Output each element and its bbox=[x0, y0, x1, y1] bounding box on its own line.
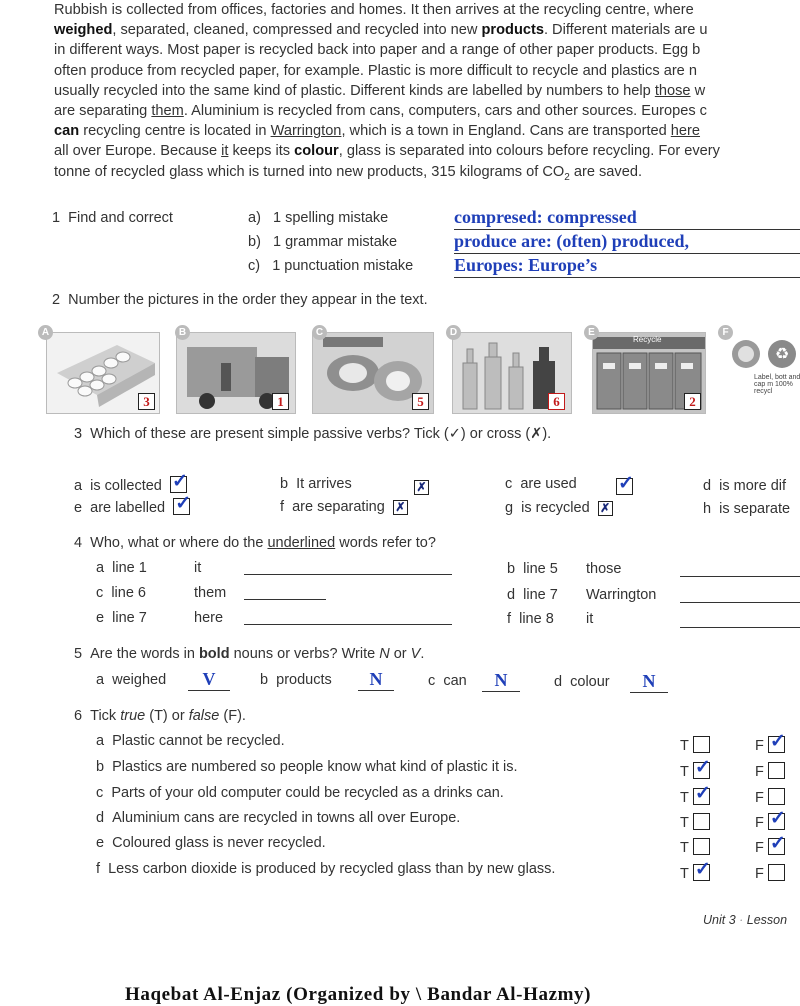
q5-prompt: or bbox=[389, 646, 411, 662]
item-letter: c) bbox=[248, 258, 261, 274]
tf-letter: F bbox=[755, 815, 764, 831]
item-line: line 1 bbox=[112, 560, 147, 576]
q1-answer-a[interactable] bbox=[454, 207, 800, 230]
tf-letter: F bbox=[755, 866, 764, 882]
q4-word-b: those bbox=[586, 561, 622, 577]
q3-heading bbox=[74, 426, 551, 442]
picture-c-number-box[interactable]: 5 bbox=[412, 393, 429, 410]
q4-answer-line-b[interactable] bbox=[680, 576, 800, 577]
para-text: keeps its bbox=[228, 143, 295, 160]
item-word: weighed bbox=[112, 672, 167, 688]
q4-answer-line-f[interactable] bbox=[680, 627, 800, 628]
q6-prompt-true: true bbox=[120, 708, 146, 724]
q1-number: 1 bbox=[52, 210, 61, 226]
item-line: line 8 bbox=[519, 611, 554, 627]
q5-item-c bbox=[428, 673, 467, 689]
tf-letter: F bbox=[755, 764, 764, 780]
item-letter: a) bbox=[248, 210, 261, 226]
item-letter: b) bbox=[248, 234, 261, 250]
picture-b-number-box[interactable]: 1 bbox=[272, 393, 289, 410]
tick-box[interactable] bbox=[768, 731, 786, 753]
q4-item-e bbox=[96, 610, 147, 626]
item-text: are used bbox=[520, 476, 577, 492]
item-text: 1 spelling mistake bbox=[273, 210, 389, 226]
picture-label-c: C bbox=[312, 325, 327, 340]
q6-false-box-c[interactable] bbox=[755, 788, 785, 806]
q6-prompt: (T) or bbox=[145, 708, 189, 724]
q4-word-c: them bbox=[194, 585, 227, 601]
cross-icon[interactable]: ✗ bbox=[598, 501, 613, 516]
q3-item-f bbox=[280, 499, 408, 515]
q6-true-box-f[interactable] bbox=[680, 859, 711, 882]
item-text: are separating bbox=[292, 499, 385, 515]
bold-word-weighed: weighed bbox=[54, 22, 113, 39]
item-letter: a bbox=[74, 478, 83, 494]
tick-box[interactable] bbox=[768, 808, 786, 830]
item-letter: a bbox=[96, 733, 105, 749]
q4-prompt: words refer to? bbox=[335, 535, 436, 551]
para-text: all over Europe. Because bbox=[54, 143, 222, 160]
tf-letter: T bbox=[680, 738, 689, 754]
q6-prompt: (F). bbox=[219, 708, 246, 724]
q3-item-b bbox=[280, 476, 352, 492]
check-icon: ✓ bbox=[171, 471, 188, 492]
q5-prompt: Are the words in bbox=[90, 646, 199, 662]
para-text: tonne of recycled glass which is turned into new products, 315 kilograms of CO bbox=[54, 163, 565, 180]
item-letter: d bbox=[554, 674, 563, 690]
item-letter: f bbox=[280, 499, 285, 515]
tick-box[interactable] bbox=[693, 813, 710, 830]
cross-icon: ✗ bbox=[414, 480, 429, 495]
tf-letter: F bbox=[755, 790, 764, 806]
unit-lesson-label bbox=[703, 913, 787, 927]
q6-item-d bbox=[96, 810, 460, 826]
check-icon: ✓ bbox=[769, 731, 786, 752]
tick-box[interactable] bbox=[693, 736, 710, 753]
q1-item-a bbox=[248, 210, 388, 226]
tick-box[interactable] bbox=[616, 473, 634, 495]
para-text: , separated, cleaned, compressed and recycled into new bbox=[112, 22, 482, 39]
item-text: It arrives bbox=[296, 476, 352, 492]
para-text: . Different materials are u bbox=[543, 22, 708, 39]
tf-letter: F bbox=[755, 738, 764, 754]
q3-item-h bbox=[703, 501, 790, 517]
q5-number: 5 bbox=[74, 646, 83, 662]
picture-e-number-box[interactable]: 2 bbox=[684, 393, 701, 410]
item-letter: d bbox=[96, 810, 105, 826]
underlined-word-them: them bbox=[151, 103, 184, 120]
q6-false-box-d[interactable] bbox=[755, 808, 786, 831]
q6-false-box-f[interactable] bbox=[755, 864, 785, 882]
tick-box[interactable] bbox=[693, 783, 711, 805]
q2-number: 2 bbox=[52, 292, 61, 308]
q6-heading bbox=[74, 708, 246, 724]
item-text: is more dif bbox=[719, 478, 787, 494]
q6-false-box-b[interactable] bbox=[755, 762, 785, 780]
item-letter: e bbox=[74, 500, 83, 516]
item-text: is collected bbox=[90, 478, 162, 494]
q6-false-box-e[interactable] bbox=[755, 833, 786, 856]
tf-letter: T bbox=[680, 790, 689, 806]
q5-answer-c[interactable]: N bbox=[482, 670, 520, 692]
check-icon: ✓ bbox=[618, 473, 634, 494]
check-icon: ✓ bbox=[694, 757, 711, 778]
item-letter: e bbox=[96, 835, 105, 851]
q6-prompt-false: false bbox=[188, 708, 220, 724]
item-letter: b bbox=[260, 672, 269, 688]
item-line: line 7 bbox=[112, 610, 147, 626]
tick-box[interactable] bbox=[768, 833, 786, 855]
item-letter: g bbox=[505, 500, 514, 516]
item-letter: h bbox=[703, 501, 712, 517]
cross-icon[interactable]: ✗ bbox=[393, 500, 408, 515]
item-letter: c bbox=[96, 785, 104, 801]
q4-heading bbox=[74, 535, 436, 551]
recycle-label-text: Label, bott and cap m 100% recycl bbox=[754, 374, 800, 395]
q4-answer-line-a[interactable] bbox=[244, 574, 452, 575]
para-text: w bbox=[690, 82, 706, 99]
picture-label-f: F bbox=[718, 325, 733, 340]
item-letter: f bbox=[507, 611, 512, 627]
q3-item-g bbox=[505, 500, 613, 516]
tick-box[interactable] bbox=[768, 864, 785, 881]
subscript-2: 2 bbox=[564, 171, 570, 183]
svg-text:♻: ♻ bbox=[774, 344, 790, 363]
q3-box-c[interactable] bbox=[616, 473, 634, 497]
q2-prompt: Number the pictures in the order they appear in the text. bbox=[68, 292, 428, 308]
para-line-1: Rubbish is collected from offices, factories and homes. It then arrives at the recycling centre, where bbox=[54, 2, 694, 18]
lesson-label: Lesson bbox=[746, 913, 788, 927]
q1-answer-c[interactable] bbox=[454, 255, 800, 278]
q6-item-e bbox=[96, 835, 326, 851]
bold-word-can: can bbox=[54, 123, 80, 140]
item-text: is separate bbox=[719, 501, 791, 517]
item-text: are labelled bbox=[90, 500, 166, 516]
q4-number: 4 bbox=[74, 535, 83, 551]
q4-answer-line-e[interactable] bbox=[244, 624, 452, 625]
q5-prompt: . bbox=[420, 646, 425, 662]
tick-box[interactable] bbox=[693, 838, 710, 855]
handwritten-answer: Europes: Europe’s bbox=[454, 255, 598, 275]
item-letter: b bbox=[507, 561, 516, 577]
picture-label-a: A bbox=[38, 325, 53, 340]
q4-item-d bbox=[507, 587, 558, 603]
tick-box[interactable] bbox=[693, 859, 711, 881]
underlined-word-here: here bbox=[670, 123, 701, 140]
item-text: 1 punctuation mistake bbox=[272, 258, 414, 274]
item-text: Less carbon dioxide is produced by recycled glass than by new glass. bbox=[108, 861, 556, 877]
handwritten-answer: produce are: (often) produced, bbox=[454, 231, 689, 251]
q3-item-e bbox=[74, 493, 192, 516]
para-text: . Aluminium is recycled from cans, computers, cars and other sources. Europes c bbox=[183, 103, 707, 120]
item-letter: a bbox=[96, 672, 105, 688]
q6-true-box-a[interactable] bbox=[680, 736, 710, 754]
q6-item-f bbox=[96, 861, 555, 877]
handwritten-answer: compresed: compressed bbox=[454, 207, 637, 227]
q3-item-d bbox=[703, 478, 786, 494]
item-letter: d bbox=[507, 587, 516, 603]
bold-word-colour: colour bbox=[294, 143, 339, 160]
item-letter: d bbox=[703, 478, 712, 494]
item-letter: b bbox=[96, 759, 105, 775]
para-text: usually recycled into the same kind of plastic. Different kinds are labelled by numbers to help bbox=[54, 82, 655, 99]
item-letter: c bbox=[96, 585, 104, 601]
tf-letter: T bbox=[680, 866, 689, 882]
tf-letter: F bbox=[755, 840, 764, 856]
q6-item-a bbox=[96, 733, 285, 749]
q1-prompt: Find and correct bbox=[68, 210, 173, 226]
q4-answer-line-c[interactable] bbox=[244, 599, 326, 600]
q5-prompt: nouns or verbs? Write bbox=[229, 646, 380, 662]
q6-prompt: Tick bbox=[90, 708, 121, 724]
tf-letter: T bbox=[680, 840, 689, 856]
para-text: , which is a town in England. Cans are transported bbox=[341, 123, 671, 140]
item-text: Aluminium cans are recycled in towns all over Europe. bbox=[112, 810, 461, 826]
tick-box[interactable] bbox=[768, 788, 785, 805]
q4-prompt-underlined: underlined bbox=[267, 535, 336, 551]
footer-credit: Haqebat Al-Enjaz (Organized by \ Bandar Al-Hazmy) bbox=[125, 984, 592, 1005]
picture-a-number-box[interactable]: 3 bbox=[138, 393, 155, 410]
q6-true-box-d[interactable] bbox=[680, 813, 710, 831]
q1-item-c bbox=[248, 258, 413, 274]
tick-box[interactable] bbox=[170, 471, 188, 493]
check-icon: ✓ bbox=[769, 808, 786, 829]
item-letter: c bbox=[428, 673, 436, 689]
q6-true-box-c[interactable] bbox=[680, 783, 711, 806]
para-line-3: in different ways. Most paper is recycled back into paper and a range of other paper products. Egg b bbox=[54, 42, 701, 59]
q4-word-f: it bbox=[586, 611, 594, 627]
item-word: products bbox=[276, 672, 332, 688]
tf-letter: T bbox=[680, 815, 689, 831]
q5-answer-a[interactable]: V bbox=[188, 669, 230, 691]
q6-true-box-e[interactable] bbox=[680, 838, 710, 856]
q4-prompt: Who, what or where do the bbox=[90, 535, 268, 551]
q6-true-box-b[interactable] bbox=[680, 757, 711, 780]
item-line: line 5 bbox=[523, 561, 558, 577]
picture-label-b: B bbox=[175, 325, 190, 340]
q5-prompt-n: N bbox=[379, 646, 390, 662]
q6-false-box-a[interactable] bbox=[755, 731, 786, 754]
para-text: recycling centre is located in bbox=[79, 123, 271, 140]
q1-item-b bbox=[248, 234, 397, 250]
underlined-word-warrington: Warrington bbox=[270, 123, 342, 140]
item-text: Parts of your old computer could be recycled as a drinks can. bbox=[111, 785, 504, 801]
picture-d-number-box[interactable]: 6 bbox=[548, 393, 565, 410]
tick-box[interactable] bbox=[768, 762, 785, 779]
q6-item-c bbox=[96, 785, 504, 801]
item-word: can bbox=[443, 673, 467, 689]
item-word: colour bbox=[570, 674, 610, 690]
q3-prompt: Which of these are present simple passive verbs? Tick (✓) or cross (✗). bbox=[90, 426, 552, 442]
item-text: Plastics are numbered so people know what kind of plastic it is. bbox=[112, 759, 518, 775]
q4-item-b bbox=[507, 561, 558, 577]
q1-answer-b[interactable] bbox=[454, 231, 800, 254]
q4-item-a bbox=[96, 560, 147, 576]
item-text: Plastic cannot be recycled. bbox=[112, 733, 285, 749]
q5-prompt-bold: bold bbox=[198, 646, 230, 662]
picture-label-e: E bbox=[584, 325, 599, 340]
item-text: Coloured glass is never recycled. bbox=[112, 835, 326, 851]
q5-answer-b[interactable]: N bbox=[358, 669, 394, 691]
q3-item-c bbox=[505, 476, 577, 492]
q3-box-b[interactable] bbox=[414, 478, 429, 496]
bold-word-products: products bbox=[481, 22, 544, 39]
q4-answer-line-d[interactable] bbox=[680, 602, 800, 603]
underlined-word-those: those bbox=[654, 82, 691, 99]
q5-heading bbox=[74, 646, 424, 662]
q5-item-d bbox=[554, 674, 610, 690]
tick-box[interactable] bbox=[693, 757, 711, 779]
para-text: , glass is separated into colours before recycling. For every bbox=[338, 143, 720, 160]
q1-heading bbox=[52, 210, 173, 226]
q5-answer-d[interactable]: N bbox=[630, 671, 668, 693]
para-line-4: often produce from recycled paper, for example. Plastic is more difficult to recycle and plastics are n bbox=[54, 62, 697, 79]
q6-item-b bbox=[96, 759, 518, 775]
q4-item-c bbox=[96, 585, 146, 601]
q3-item-a bbox=[74, 471, 188, 494]
item-letter: f bbox=[96, 861, 101, 877]
check-icon: ✓ bbox=[694, 783, 711, 804]
bin-sign-label: Recycle bbox=[633, 335, 662, 344]
check-icon: ✓ bbox=[175, 493, 192, 514]
reading-paragraph bbox=[54, 0, 800, 188]
tf-letter: T bbox=[680, 764, 689, 780]
check-icon: ✓ bbox=[694, 859, 711, 880]
check-icon: ✓ bbox=[769, 833, 786, 854]
q2-heading bbox=[52, 292, 428, 308]
underlined-word-it: it bbox=[221, 143, 229, 160]
q5-prompt-v: V bbox=[410, 646, 421, 662]
q4-word-d: Warrington bbox=[586, 587, 657, 603]
unit-label: Unit 3 bbox=[703, 913, 736, 927]
picture-label-d: D bbox=[446, 325, 461, 340]
para-text: are saved. bbox=[569, 163, 642, 180]
item-line: line 6 bbox=[111, 585, 146, 601]
item-line: line 7 bbox=[523, 587, 558, 603]
item-text: 1 grammar mistake bbox=[273, 234, 398, 250]
q6-number: 6 bbox=[74, 708, 83, 724]
q5-item-b bbox=[260, 672, 332, 688]
item-letter: e bbox=[96, 610, 105, 626]
item-letter: c bbox=[505, 476, 513, 492]
q5-item-a bbox=[96, 672, 166, 688]
para-text: are separating bbox=[54, 103, 152, 120]
picture-f-recycle-label bbox=[724, 332, 800, 412]
q4-word-a: it bbox=[194, 560, 202, 576]
separator: · bbox=[735, 913, 747, 927]
q4-word-e: here bbox=[194, 610, 224, 626]
q4-item-f bbox=[507, 611, 554, 627]
item-letter: b bbox=[280, 476, 289, 492]
recycle-symbol-icon bbox=[724, 332, 800, 376]
tick-box[interactable] bbox=[173, 493, 192, 515]
item-letter: a bbox=[96, 560, 105, 576]
q3-number: 3 bbox=[74, 426, 83, 442]
item-text: is recycled bbox=[521, 500, 590, 516]
